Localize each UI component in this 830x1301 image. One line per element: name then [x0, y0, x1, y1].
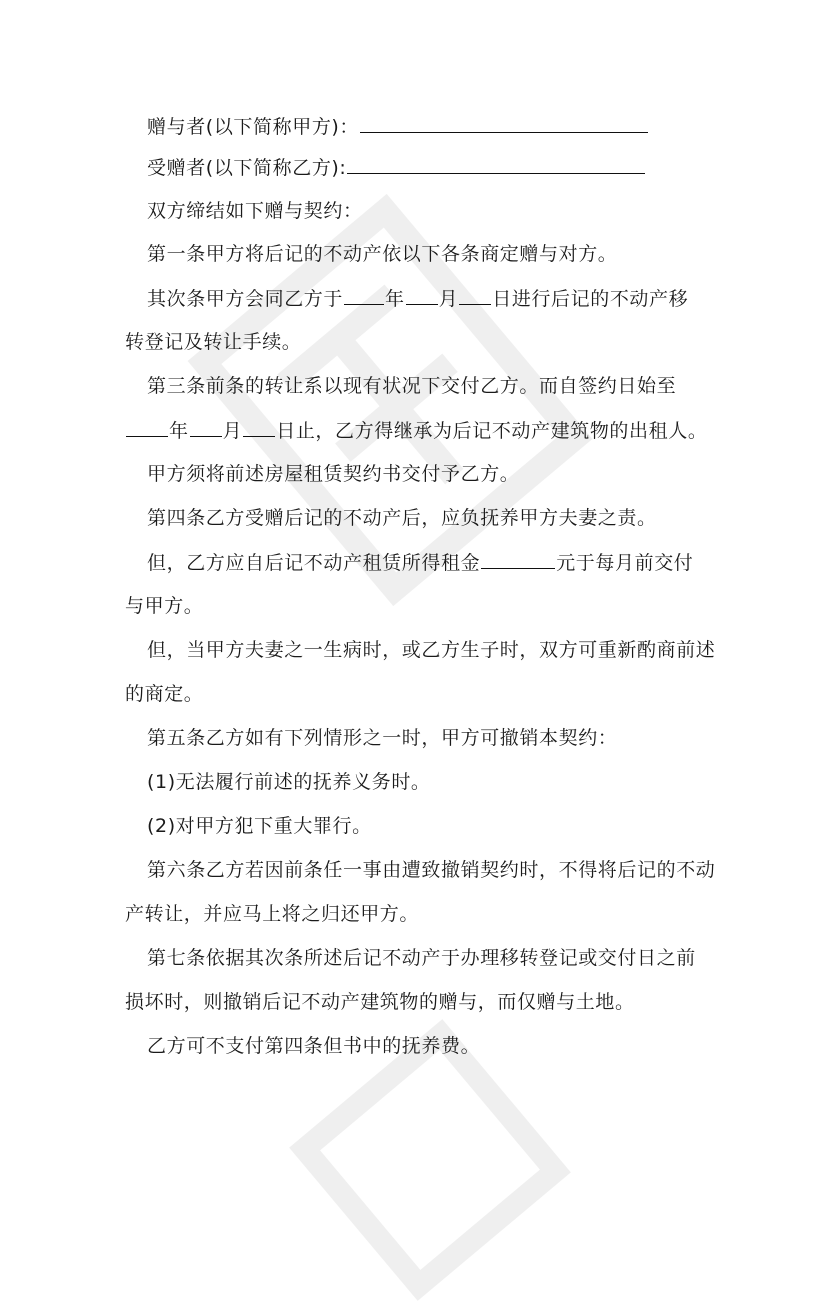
month-blank: [190, 418, 222, 437]
donor-blank: [360, 114, 648, 133]
donor-line: 赠与者(以下简称甲方)：: [147, 114, 649, 139]
text-line: 甲方须将前述房屋租赁契约书交付予乙方。: [147, 463, 520, 485]
clause-2: (2)对甲方犯下重大罪行。: [147, 815, 372, 837]
day-blank: [243, 418, 275, 437]
article-2-line-2: 转登记及转让手续。: [125, 331, 302, 353]
clause-1: (1)无法履行前述的抚养义务时。: [147, 771, 431, 793]
rent-amount-blank: [481, 550, 555, 569]
article-5: 第五条乙方如有下列情形之一时，甲方可撤销本契约：: [147, 727, 618, 749]
day-blank: [459, 286, 491, 305]
article-7-line-2: 损坏时，则撤销后记不动产建筑物的赠与，而仅赠与土地。: [125, 991, 635, 1013]
article-7-line-1: 第七条依据其次条所述后记不动产于办理移转登记或交付日之前: [147, 947, 696, 969]
article-1: 第一条甲方将后记的不动产依以下各条商定赠与对方。: [147, 243, 618, 265]
text-line: 但，当甲方夫妻之一生病时，或乙方生子时，双方可重新酌商前述: [147, 639, 716, 661]
watermark-logo-bottom: [289, 1019, 571, 1301]
text-line: 的商定。: [125, 683, 204, 705]
article-3-line-2: 年 月 日止，乙方得继承为后记不动产建筑物的出租人。: [125, 418, 707, 443]
article-2-line-1: 其次条甲方会同乙方于 年 月 日进行后记的不动产移: [147, 288, 689, 310]
year-blank: [126, 418, 168, 437]
rent-line-2: 与甲方。: [125, 595, 204, 617]
month-blank: [406, 286, 438, 305]
text-line: 双方缔结如下赠与契约：: [147, 200, 363, 222]
article-3-line-1: 第三条前条的转让系以现有状况下交付乙方。而自签约日始至: [147, 375, 677, 397]
year-blank: [344, 286, 384, 305]
article-6-line-2: 产转让，并应马上将之归还甲方。: [125, 903, 420, 925]
article-4: 第四条乙方受赠后记的不动产后，应负抚养甲方夫妻之责。: [147, 507, 657, 529]
rent-line-1: 但，乙方应自后记不动产租赁所得租金 元于每月前交付: [147, 552, 694, 574]
donee-blank: [347, 155, 645, 174]
article-6-line-1: 第六条乙方若因前条任一事由遭致撤销契约时，不得将后记的不动: [147, 859, 716, 881]
text-line: 乙方可不支付第四条但书中的抚养费。: [147, 1035, 481, 1057]
donee-line: 受赠者(以下简称乙方):: [147, 155, 646, 180]
